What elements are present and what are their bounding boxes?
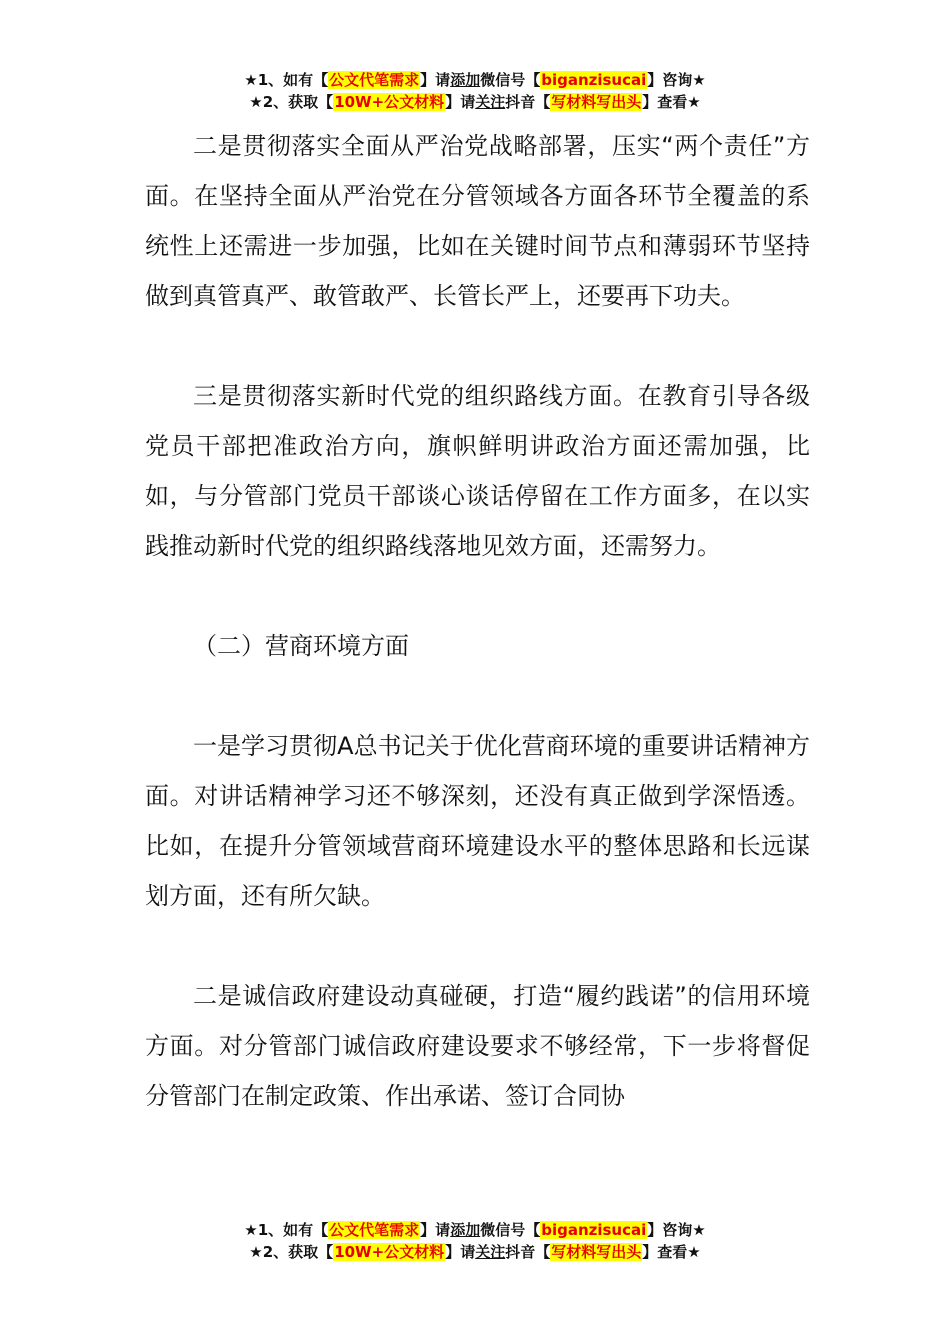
banner-text: 】咨询★ bbox=[647, 1221, 706, 1239]
banner-highlight: 公文代笔需求 bbox=[329, 1221, 420, 1239]
banner-line-2 bbox=[0, 1241, 950, 1263]
document-body bbox=[145, 121, 810, 1171]
banner-underline: 关注 bbox=[475, 93, 506, 111]
banner-highlight: 10W+公文材料 bbox=[334, 1243, 445, 1261]
paragraph: 一是学习贯彻A总书记关于优化营商环境的重要讲话精神方面。对讲话精神学习还不够深刻，还没有真正做到学深悟透。比如，在提升分管领域营商环境建设水平的整体思路和长远谋划方面，还有所欠缺。 bbox=[145, 732, 810, 910]
banner-underline: 添加 bbox=[450, 71, 481, 89]
banner-highlight: 公文代笔需求 bbox=[329, 71, 420, 89]
banner-text: ★1、如有【 bbox=[244, 1221, 329, 1239]
section-heading: （二）营商环境方面 bbox=[193, 632, 409, 660]
banner-text: 】请 bbox=[420, 1221, 451, 1239]
paragraph: 三是贯彻落实新时代党的组织路线方面。在教育引导各级党员干部把准政治方向，旗帜鲜明讲政治方面还需加强，比如，与分管部门党员干部谈心谈话停留在工作方面多，在以实践推动新时代党的组织路线落地见效方面，还需努力。 bbox=[145, 382, 810, 560]
banner-text: ★2、获取【 bbox=[249, 93, 334, 111]
banner-text: 微信号【 bbox=[480, 1221, 541, 1239]
banner-highlight: biganzisucai bbox=[541, 71, 647, 89]
banner-text: 】查看★ bbox=[642, 1243, 701, 1261]
banner-highlight: 10W+公文材料 bbox=[334, 93, 445, 111]
banner-text: 微信号【 bbox=[480, 71, 541, 89]
banner-text: 抖音【 bbox=[505, 1243, 551, 1261]
banner-text: ★1、如有【 bbox=[244, 71, 329, 89]
banner-text: 】咨询★ bbox=[647, 71, 706, 89]
banner-line-1 bbox=[0, 1219, 950, 1241]
banner-text: 】请 bbox=[445, 93, 476, 111]
banner-highlight: biganzisucai bbox=[541, 1221, 647, 1239]
banner-highlight: 写材料写出头 bbox=[551, 1243, 642, 1261]
banner-text: 抖音【 bbox=[505, 93, 551, 111]
banner-highlight: 写材料写出头 bbox=[551, 93, 642, 111]
banner-underline: 添加 bbox=[450, 1221, 481, 1239]
banner-line-2 bbox=[0, 91, 950, 113]
banner-underline: 关注 bbox=[475, 1243, 506, 1261]
banner-text: 】请 bbox=[445, 1243, 476, 1261]
paragraph: 二是贯彻落实全面从严治党战略部署，压实“两个责任”方面。在坚持全面从严治党在分管领域各方面各环节全覆盖的系统性上还需进一步加强，比如在关键时间节点和薄弱环节坚持做到真管真严、敢管敢严、长管长严上，还要再下功夫。 bbox=[145, 132, 810, 310]
banner-line-1 bbox=[0, 69, 950, 91]
paragraph: 二是诚信政府建设动真碰硬，打造“履约践诺”的信用环境方面。对分管部门诚信政府建设要求不够经常，下一步将督促分管部门在制定政策、作出承诺、签订合同协 bbox=[145, 982, 810, 1110]
footer-banner bbox=[0, 1219, 950, 1263]
header-banner bbox=[0, 69, 950, 113]
banner-text: ★2、获取【 bbox=[249, 1243, 334, 1261]
banner-text: 】请 bbox=[420, 71, 451, 89]
banner-text: 】查看★ bbox=[642, 93, 701, 111]
